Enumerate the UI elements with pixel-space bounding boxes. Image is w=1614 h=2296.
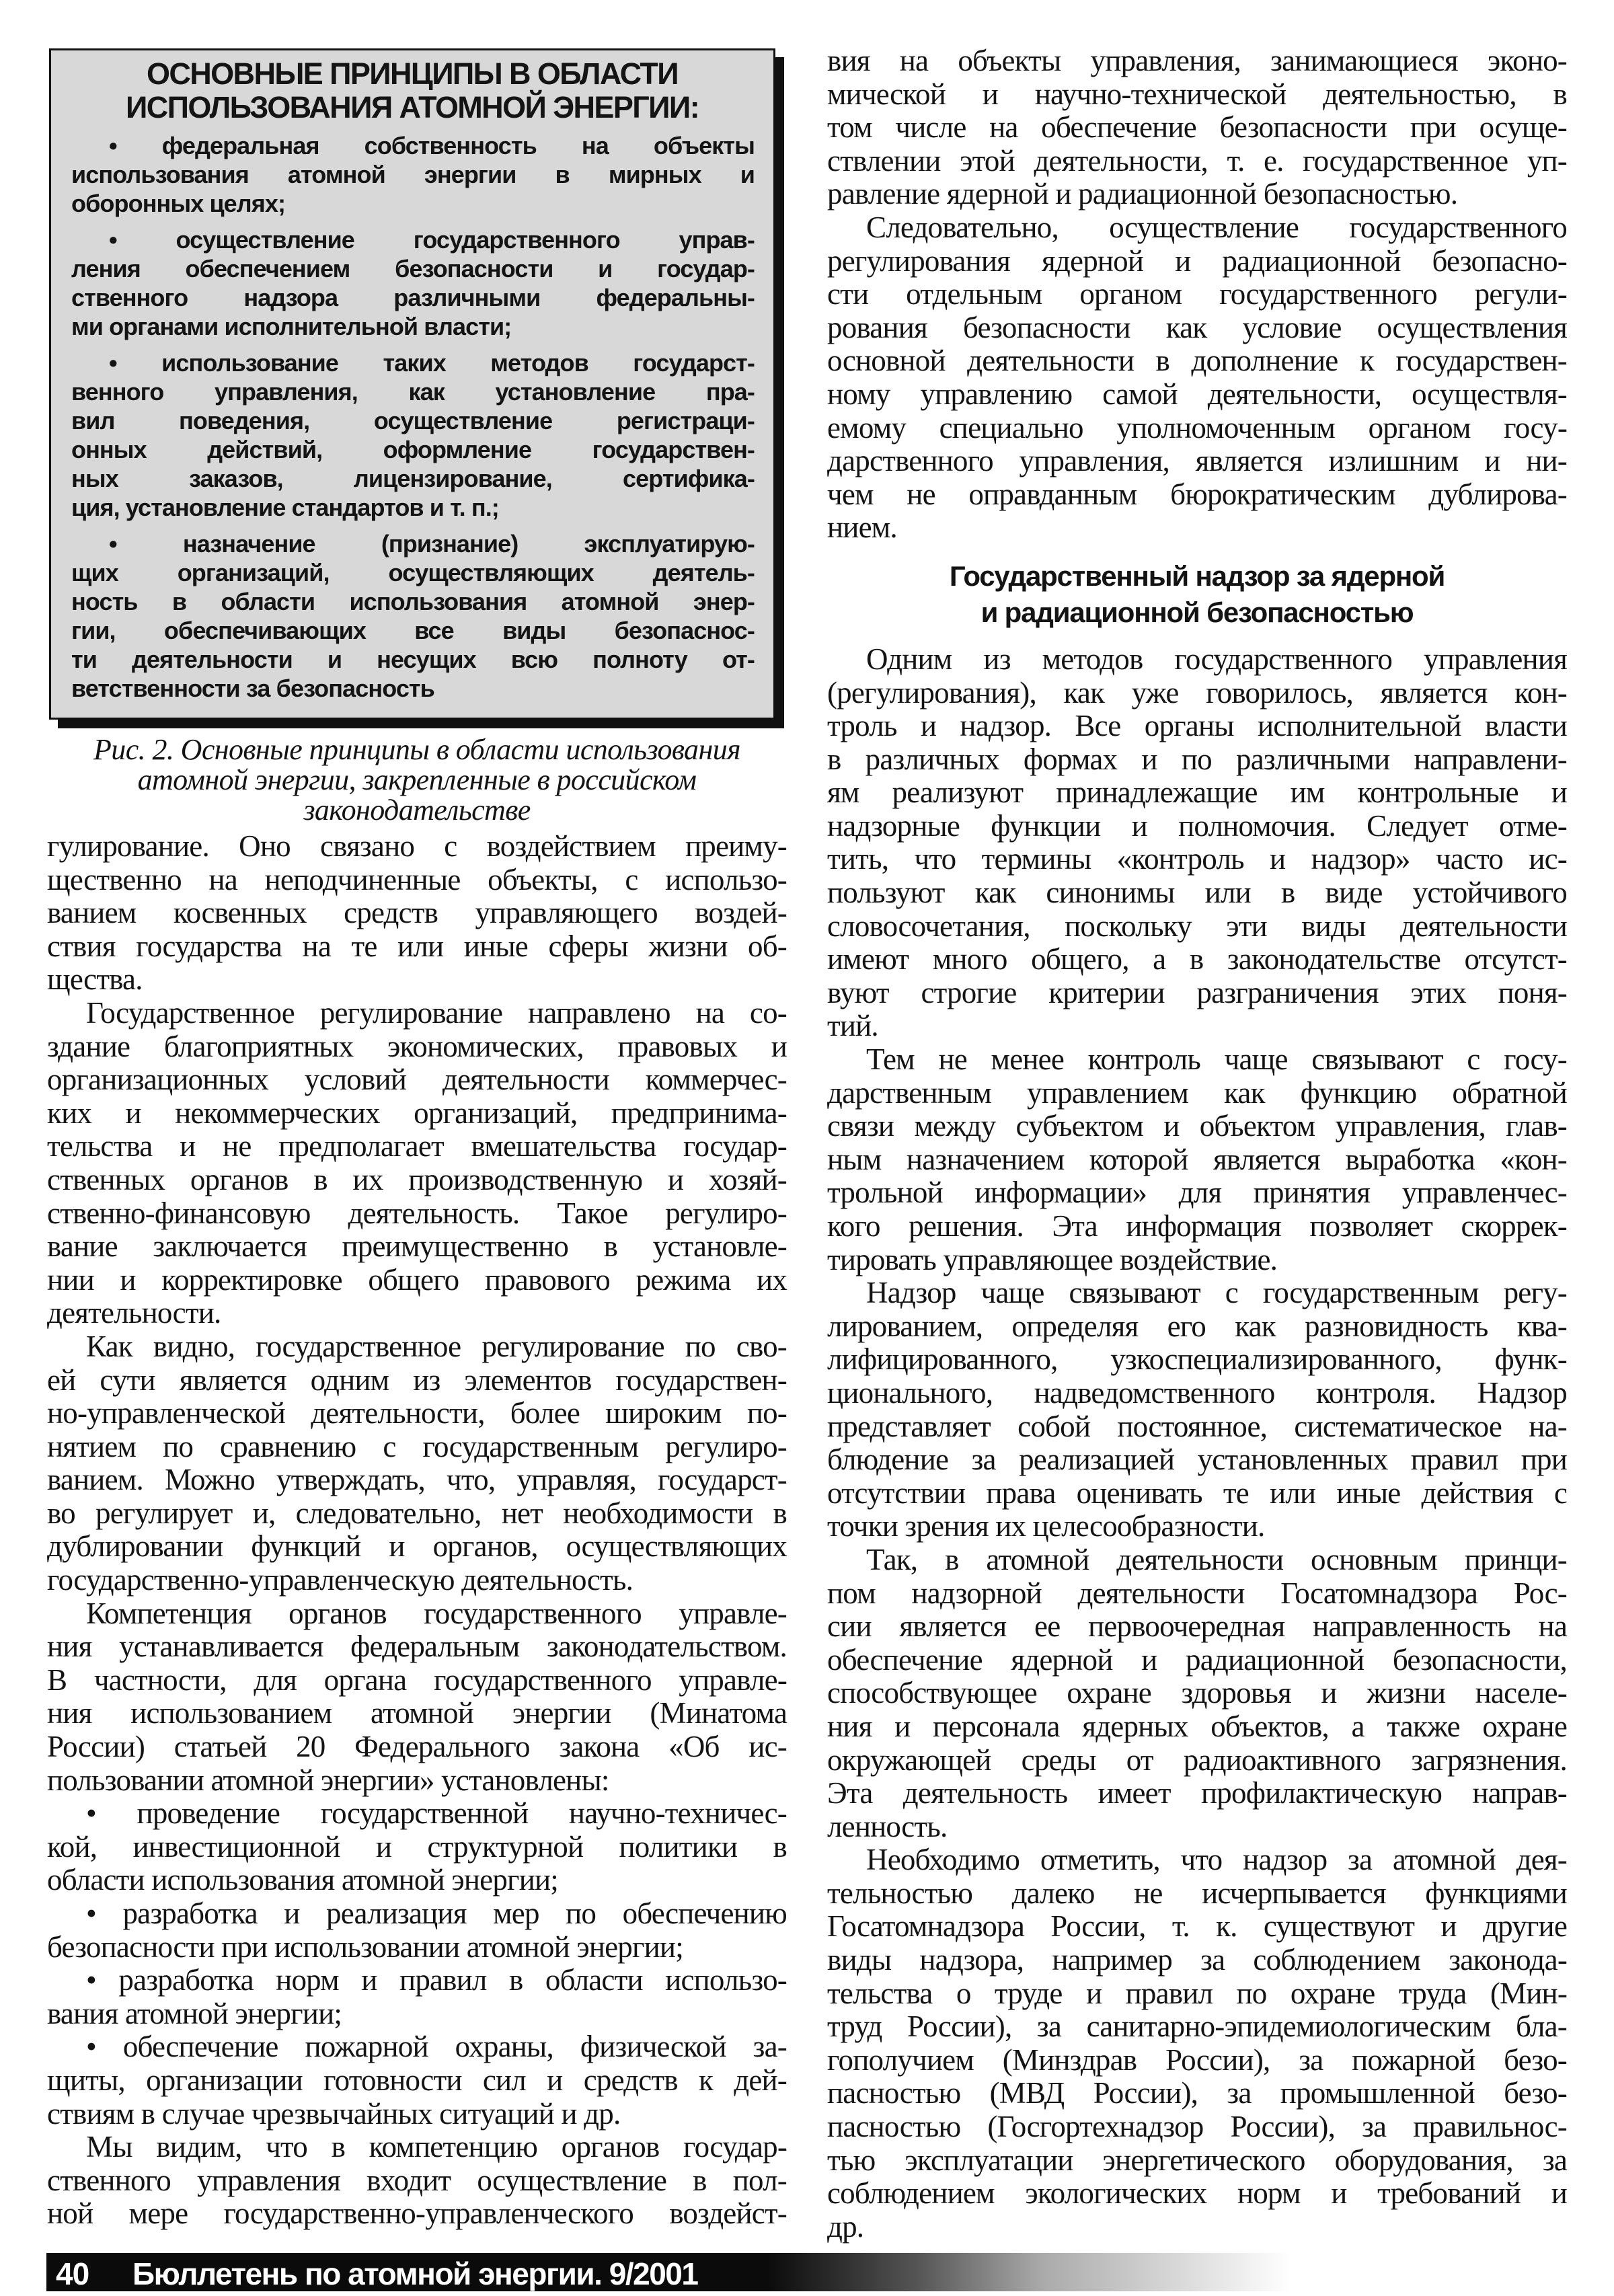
box-title-line: ИСПОЛЬЗОВАНИЯ АТОМНОЙ ЭНЕРГИИ: [125,90,699,124]
text-line: равление ядерной и радиационной безопасностью. [827,177,1458,211]
text-line: отсутствии права оценивать те или иные действия с [827,1476,1567,1510]
text-line: ному управлению самой деятельности, осуществля- [827,377,1567,411]
text-line: Одним из методов государственного управления [866,642,1567,676]
text-line: вия на объекты управления, занимающиеся эконо- [827,44,1567,77]
text-line: • обеспечение пожарной охраны, физической за- [86,2030,787,2064]
text-line: Следовательно, осуществление государственного [866,210,1567,244]
section-heading-line: и радиационной безопасностью [981,596,1414,628]
text-line: обеспечение ядерной и радиационной безопасности, [827,1642,1567,1677]
text-line: нии и корректировке общего правового режима их [47,1262,787,1297]
text-line: вил поведения, осуществление регистраци- [71,407,755,434]
text-line: ция, установление стандартов и т. п.; [71,494,499,521]
text-line: сии является ее первоочередная направленность на [827,1609,1567,1644]
text-line: • разработка и реализация мер по обеспечению [86,1897,787,1930]
box-title [51,57,773,124]
text-line: том числе на обеспечение безопасности при осуще- [827,110,1567,145]
text-line: словосочетания, поскольку эти виды деятельности [827,909,1567,943]
text-line: др. [827,2209,864,2244]
paragraph [47,1797,787,1897]
text-line: • назначение (признание) эксплуатирую- [109,530,755,558]
text-line: • осуществление государственного управ- [109,226,755,254]
text-line: способствующее охране здоровья и жизни населе- [827,1676,1567,1710]
text-line: ственных органов в их производственную и хозяй- [47,1162,787,1196]
text-line: троль и надзор. Все органы исполнительной власти [827,709,1567,743]
text-line: дарственного управления, является излишним и ни- [827,444,1567,478]
paragraph [827,1543,1567,1843]
text-line: ких и некоммерческих организаций, предпринима- [47,1096,787,1130]
text-line: рования безопасности как условие осуществления [827,310,1567,344]
paragraph [827,643,1567,1043]
text-line: государственно-управленческую деятельность. [47,1563,633,1597]
text-line: оборонных целях; [71,190,286,217]
text-line: Тем не менее контроль чаще связывают с госу- [866,1042,1567,1077]
text-line: вание заключается преимущественно в установле- [47,1229,787,1264]
text-line: вуют строгие критерии разграничения этих поня- [827,975,1567,1009]
paragraph [47,2131,787,2231]
paragraph [71,348,755,522]
text-line: кой, инвестиционной и структурной политики в [47,1829,787,1864]
text-line: основной деятельности в дополнение к государствен- [827,344,1567,378]
paragraph [47,1597,787,1798]
principles-figure-box [49,48,775,720]
text-line: вания атомной энергии; [47,1996,342,2030]
text-line: ным назначением которой является выработка «кон- [827,1142,1567,1176]
text-line: ственно-финансовую деятельность. Такое регулиро- [47,1196,787,1230]
text-line: • разработка норм и правил в области использо- [86,1963,787,1997]
text-line: лированием, определяя его как разновидность ква- [827,1309,1567,1343]
text-line: дарственным управлением как функцию обратной [827,1075,1567,1110]
paragraph [47,830,787,997]
text-line: щих организаций, осуществляющих деятель- [71,559,755,586]
text-line: блюдение за реализацией установленных правил при [827,1443,1567,1477]
text-line: кого решения. Эта информация позволяет скоррек- [827,1209,1567,1243]
text-line: трольной информации» для принятия управленчес- [827,1176,1567,1210]
text-line: соблюдением экологических норм и требований и [827,2176,1567,2211]
right-text-column [827,44,1567,2244]
text-line: тить, что термины «контроль и надзор» часто ис- [827,842,1567,876]
text-line: ственного надзора различными федеральны- [71,284,755,311]
text-line: Так, в атомной деятельности основным принци- [866,1542,1567,1576]
box-bullet-list [71,131,755,703]
text-line: труд России), за санитарно-эпидемиологическим бла- [827,2010,1567,2044]
text-line: ных заказов, лицензирование, сертифика- [71,465,755,492]
paragraph [71,131,755,218]
page-number: 40 [56,2256,89,2291]
text-line: ми органами исполнительной власти; [71,313,512,340]
text-line: Компетенция органов государственного управле- [86,1596,787,1630]
paragraph [827,1843,1567,2244]
text-line: ной мере государственно-управленческого воздейст- [47,2196,787,2231]
text-line: тью эксплуатации энергетического оборудования, за [827,2143,1567,2177]
text-line: гии, обеспечивающих все виды безопаснос- [71,617,755,644]
text-line: ственного управления входит осуществление в пол- [47,2163,787,2197]
paragraph [47,2030,787,2131]
text-line: имеют много общего, а в законодательстве отсутст- [827,942,1567,977]
text-line: области использования атомной энергии; [47,1863,558,1897]
text-line: тельства и не предполагает вмешательства государ- [47,1129,787,1163]
text-line: России) статьей 20 Федерального закона «Об ис- [47,1730,787,1764]
text-line: гулирование. Оно связано с воздействием преиму- [47,829,787,863]
text-line: пасностью (МВД России), за промышленной безо- [827,2076,1567,2110]
text-line: ления обеспечением безопасности и государ- [71,255,755,282]
text-line: виды надзора, например за соблюдением законода- [827,1943,1567,1977]
paragraph [827,44,1567,211]
text-line: • использование таких методов государст- [109,349,755,377]
caption-line: законодательстве [303,794,531,827]
text-line: ния и персонала ядерных объектов, а также охране [827,1709,1567,1743]
text-line: пользуют как синонимы или в виде устойчивого [827,876,1567,910]
text-line: лифицированного, узкоспециализированного, функ- [827,1342,1567,1377]
section-heading-line: Государственный надзор за ядерной [949,560,1445,592]
text-line: гополучием (Минздрав России), за пожарной безо- [827,2042,1567,2077]
text-line: Необходимо отметить, что надзор за атомной дея- [866,1843,1567,1877]
text-line: венного управления, как установление пра- [71,378,755,406]
text-line: чем не оправданным бюрократическим дублирова- [827,477,1567,511]
text-line: • проведение государственной научно-техничес- [86,1796,787,1831]
text-line: (регулирования), как уже говорилось, является кон- [827,675,1567,710]
text-line: щиты, организации готовности сил и средств к дей- [47,2063,787,2097]
text-line: ность в области использования атомной энер- [71,588,755,615]
text-line: тий. [827,1009,878,1043]
text-line: во регулирует и, следовательно, нет необходимости в [47,1496,787,1530]
paragraph [47,1330,787,1597]
text-line: ветственности за безопасность [71,675,434,702]
text-line: пасностью (Госгортехнадзор России), за правильнос- [827,2110,1567,2144]
section-heading [827,558,1567,631]
text-line: ствиям в случае чрезвычайных ситуаций и др. [47,2096,621,2131]
text-line: ям реализуют принадлежащие им контрольные и [827,775,1567,810]
figure-caption [47,734,787,825]
page-footer-bar [46,2253,1291,2291]
text-line: пом надзорной деятельности Госатомнадзора Рос- [827,1576,1567,1610]
text-line: надзорные функции и полномочия. Следует отме- [827,808,1567,843]
text-line: безопасности при использовании атомной энергии; [47,1929,683,1964]
text-line: регулирования ядерной и радиационной безопасно- [827,243,1567,278]
text-line: нятием по сравнению с государственным регулиро- [47,1429,787,1463]
text-line: организационных условий деятельности коммерчес- [47,1063,787,1097]
text-line: пользовании атомной энергии» установлены: [47,1763,609,1797]
text-line: мической и научно-технической деятельностью, в [827,77,1567,111]
text-line: Мы видим, что в компетенцию органов государ- [86,2130,787,2164]
journal-title: Бюллетень по атомной энергии. 9/2001 [132,2256,698,2291]
paragraph [827,211,1567,545]
text-line: ния использованием атомной энергии (Минатома [47,1696,787,1730]
text-line: сти отдельным органом государственного регули- [827,277,1567,311]
box-title-line: ОСНОВНЫЕ ПРИНЦИПЫ В ОБЛАСТИ [146,56,679,91]
right-column-body [827,643,1567,2244]
caption-line: Рис. 2. Основные принципы в области использования [93,733,740,766]
text-line: использования атомной энергии в мирных и [71,161,755,188]
paragraph [47,997,787,1330]
text-line: В частности, для органа государственного управле- [47,1662,787,1697]
text-line: связи между субъектом и объектом управления, глав- [827,1109,1567,1143]
text-line: • федеральная собственность на объекты [109,132,755,159]
text-line: представляет собой постоянное, систематическое на- [827,1409,1567,1443]
text-line: тельностью далеко не исчерпывается функциями [827,1876,1567,1910]
text-line: ванием косвенных средств управляющего воздей- [47,896,787,930]
text-line: дублировании функций и органов, осуществляющих [47,1529,787,1564]
text-line: ционального, надведомственного контроля. Надзор [827,1375,1567,1410]
text-line: тельства о труде и правил по охране труда (Мин- [827,1976,1567,2010]
text-line: Госатомнадзора России, т. к. существуют и другие [827,1909,1567,1944]
text-line: ния устанавливается федеральным законодательством. [47,1630,787,1664]
text-line: онных действий, оформление государствен- [71,436,755,463]
paragraph [827,1276,1567,1543]
text-line: в различных формах и по различными направлени- [827,742,1567,776]
text-line: ти деятельности и несущих всю полноту от- [71,646,755,673]
text-line: щества. [47,962,143,997]
paragraph [71,225,755,341]
text-line: Как видно, государственное регулирование по сво- [86,1329,787,1363]
text-line: ствлении этой деятельности, т. е. государственное уп- [827,143,1567,178]
text-line: окружающей среды от радиоактивного загрязнения. [827,1743,1567,1777]
paragraph [827,1043,1567,1276]
paragraph [47,1897,787,1964]
text-line: ей сути является одним из элементов государствен- [47,1363,787,1397]
text-line: ствия государства на те или иные сферы жизни об- [47,929,787,963]
text-line: Эта деятельность имеет профилактическую направ- [827,1776,1567,1810]
left-text-column [47,830,787,2231]
text-line: щественно на неподчиненные объекты, с использо- [47,862,787,896]
text-line: Надзор чаще связывают с государственным регу- [866,1276,1567,1310]
text-line: ванием. Можно утверждать, что, управляя, государст- [47,1463,787,1497]
paragraph [47,1964,787,2030]
text-line: Государственное регулирование направлено на со- [86,995,787,1030]
paragraph [71,529,755,703]
text-line: здание благоприятных экономических, правовых и [47,1029,787,1063]
right-column-intro [827,44,1567,545]
text-line: тировать управляющее воздействие. [827,1242,1278,1276]
text-line: ленность. [827,1809,948,1843]
text-line: деятельности. [47,1296,221,1330]
text-line: но-управленческой деятельности, более широким по- [47,1396,787,1430]
text-line: точки зрения их целесообразности. [827,1509,1265,1543]
text-line: нием. [827,510,897,545]
caption-line: атомной энергии, закрепленные в российском [137,763,697,796]
text-line: емому специально уполномоченным органом госу- [827,410,1567,445]
